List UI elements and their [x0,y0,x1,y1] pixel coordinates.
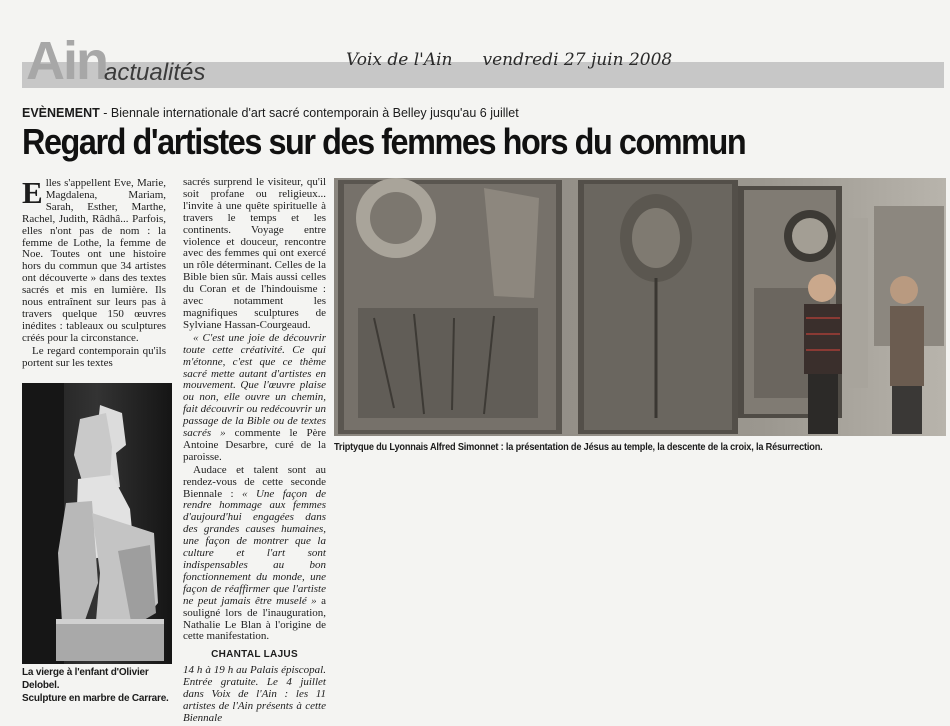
sculpture-caption [22,666,188,705]
quote-cure: « C'est une joie de découvrir toute cette créativité. Ce qui m'étonne, c'est que ce thème sacré mette autant d'artistes en mouvement. Que l'œuvre plaise ou non, elle ouvre un chemin, fait découvrir ou redécouvrir un passage de la Bible ou de textes sacrés » [183,331,326,440]
article-paragraph-2-end: sacrés surprend le visiteur, qu'il soit profane ou religieux... l'invite à une quête spirituelle à travers le temps et les continents. Voyage entre violence et douceur, rencontre avec des femmes qui ont exercé un rôle déterminant. Celles de la Bible bien sûr. Mais aussi celles du Coran et de l'hindouisme : avec notamment les magnifiques sculptures de Sylviane Hassan-Courgeaud. [183,176,326,331]
kicker [22,106,519,120]
quote-organizer: « Une façon de rendre hommage aux femmes d'aujourd'hui engagées dans des grandes causes humaines, une façon de montrer que la culture et l'art sont indispensables au bon fonctionnement du monde, une façon de réaffirmer que l'artiste ne peut jamais être muselé » [183,487,326,607]
paragraph-1-text: lles s'appellent Eve, Marie, Magdalena, Mariam, Sarah, Esther, Marthe, Rachel, Judith, Râdhâ... Parfois, elles n'ont pas de nom : la femme de Lothe, la femme de Noe. Toutes ont une histoire hors du commun que 34 artistes ont découverte » dans des textes sacrés et mis en lumière. Ils nous entraînent sur leurs pas à travers quelque 150 œuvres inédites : tableaux ou sculptures créés pour la circonstance. [22,177,166,344]
paragraph-4-start: Audace et talent sont au rendez-vous de cette seconde Biennale : [183,463,326,500]
article-paragraph-1 [22,175,166,345]
quote-cure-attribution: commente le Père Antoine Desarbre, curé de la paroisse. [183,427,326,463]
kicker-label: EVÈNEMENT [22,106,100,120]
article-column-2 [183,177,326,726]
article-paragraph-2-start: Le regard contemporain qu'ils portent sur les textes [22,344,166,369]
article-column-1 [22,175,166,371]
triptych-image [334,178,946,436]
sculpture-caption-line-2: Sculpture en marbre de Carrare. [22,693,169,704]
sculpture-image [22,383,172,664]
kicker-text: Biennale internationale d'art sacré contemporain à Belley jusqu'au 6 juillet [110,106,519,120]
dropcap: E [22,175,43,210]
headline: Regard d'artistes sur des femmes hors du commun [22,121,746,162]
section-subtitle: actualités [104,59,206,86]
triptych-photo [334,178,946,436]
handwritten-source: Voix de l'Ain [346,50,453,70]
kicker-separator: - [99,106,111,120]
paragraph-4-end: a souligné lors de l'inauguration, Nathalie Le Blan à l'origine de cette manifestation. [183,594,326,643]
handwritten-date: vendredi 27 juin 2008 [482,50,673,70]
sculpture-photo [22,383,172,664]
practical-info: 14 h à 19 h au Palais épiscopal. Entrée gratuite. Le 4 juillet dans Voix de l'Ain : les 11 artistes de l'Ain présents à cette Biennale [183,664,326,724]
triptych-caption [334,441,897,454]
sculpture-caption-line-1: La vierge à l'enfant d'Olivier Delobel. [22,667,149,691]
author-signature: CHANTAL LAJUS [211,649,298,661]
section-logo: Ain [26,31,107,91]
article-paragraph-3 [183,333,326,464]
handwritten-note [346,50,672,70]
triptych-caption-text: : la présentation de Jésus au temple, la descente de la croix, la Résurrection. [498,442,823,453]
triptych-caption-title: Triptyque du Lyonnais Alfred Simonnet [334,442,499,453]
article-paragraph-4 [183,465,326,644]
